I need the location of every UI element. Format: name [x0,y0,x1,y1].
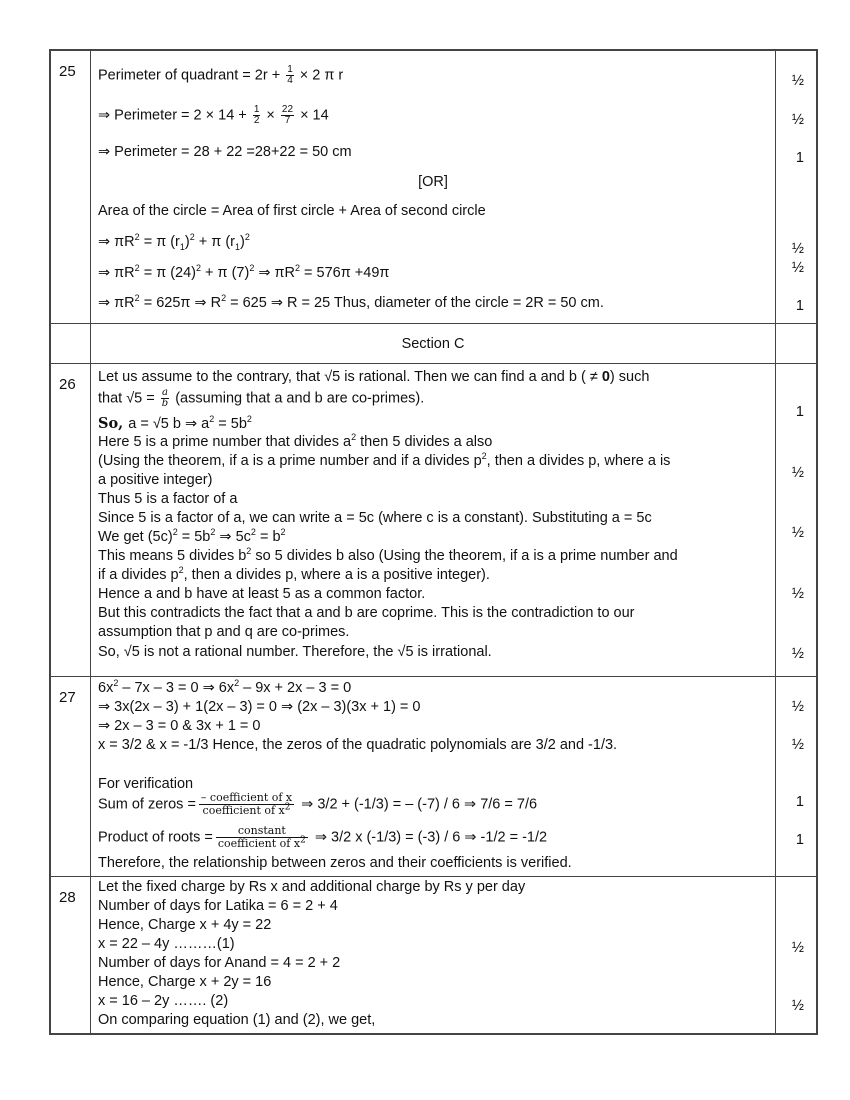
mark: ½ [791,525,804,541]
q25-line-1: Perimeter of quadrant = 2r + $\frac{1}{4}$ × 2 π r [98,64,344,86]
marks-column [776,364,817,677]
q27-line-3: ⇒ 2x – 3 = 0 & 3x + 1 = 0 [98,718,261,734]
q26-line-7: Thus 5 is a factor of a [98,491,238,507]
q26-line-13: But this contradicts the fact that a and b are coprime. This is the contradiction to our [98,605,635,621]
section-title: Section C [91,324,776,364]
mark: ½ [791,586,804,602]
q28-line-7: x = 16 – 2y ……. (2) [98,993,229,1009]
question-row-26 [51,364,817,677]
q26-line-11: if a divides $p^2$, then a divides p, where a is a positive integer). [98,565,490,583]
answer-key-table [49,49,818,1035]
mark: ½ [791,940,804,956]
q28-line-4: x = 22 – 4y ………(1) [98,936,235,952]
q27-line-8: Therefore, the relationship between zeros and their coefficients is verified. [98,855,572,871]
q27-line-1: $6x^2 - 7x - 3 = 0$ ⇒ $6x^2 - 9x + 2x - 3 = 0$ [98,678,352,696]
q25-line-4: Area of the circle = Area of first circle + Area of second circle [98,203,486,219]
q26-line-5: (Using the theorem, if a is a prime number and if a divides $p^2$, then a divides p, where a is [98,451,671,469]
q25-line-2: ⇒ Perimeter = 2 × 14 + $\frac{1}{2}$ × $\frac{22}{7}$ × 14 [98,104,329,126]
mark: 1 [795,832,804,848]
mark: ½ [791,260,804,276]
question-26-solution [91,364,776,677]
q26-line-14: assumption that p and q are co-primes. [98,624,350,640]
marks-column [776,677,817,877]
q25-line-5: ⇒ $\pi R^2 = \pi$ $(r_1)^2 + \pi$ $(r_1)^2$ [98,232,250,252]
question-row-27 [51,677,817,877]
question-row-28 [51,877,817,1034]
q26-line-8: Since 5 is a factor of a, we can write a = 5c (where c is a constant). Substituting a = 5c [98,510,652,526]
q26-line-2: that √5 = $\frac{a}{b}$ (assuming that a and b are co-primes). [98,387,425,409]
question-28-solution [91,877,776,1034]
q28-line-1: Let the fixed charge by Rs x and additional charge by Rs y per day [98,879,526,895]
q26-line-6: a positive integer) [98,472,213,488]
mark: 1 [795,150,804,166]
question-row-25 [51,51,817,324]
question-number: 26 [51,364,91,677]
q28-line-5: Number of days for Anand = 4 = 2 + 2 [98,955,341,971]
section-header-row [51,324,817,364]
mark: ½ [791,73,804,89]
q26-line-4: Here 5 is a prime number that divides $a^2$ then 5 divides a also [98,432,493,450]
marks-column [776,51,817,324]
q25-line-3: ⇒ Perimeter = 28 + 22 =28+22 = 50 cm [98,144,352,160]
q27-line-4: x = 3/2 & x = -1/3 Hence, the zeros of the quadratic polynomials are 3/2 and -1/3. [98,737,618,753]
question-25-solution [91,51,776,324]
q27-line-2: ⇒ 3x(2x – 3) + 1(2x – 3) = 0 ⇒ (2x – 3)(3x + 1) = 0 [98,699,421,715]
q28-line-8: On comparing equation (1) and (2), we get, [98,1012,376,1028]
marks-column [776,877,817,1034]
q26-line-9: We get $(5c)^2 = 5b^2$ ⇒ $5c^2 = b^2$ [98,527,286,545]
mark: ½ [791,646,804,662]
mark: 1 [795,794,804,810]
mark: ½ [791,737,804,753]
q26-line-10: This means 5 divides $b^2$ so 5 divides b also (Using the theorem, if a is a prime number and [98,546,678,564]
question-27-solution [91,677,776,877]
q26-line-15: So, √5 is not a rational number. Therefore, the √5 is irrational. [98,644,492,660]
mark: ½ [791,112,804,128]
q27-line-7: Product of roots = constant coefficient of $x^2$ ⇒ 3/2 x (-1/3) = (-3) / 6 ⇒ -1/2 = -1/2 [98,824,548,850]
question-number: 28 [51,877,91,1034]
or-separator: [OR] [418,174,448,190]
mark: ½ [791,241,804,257]
mark: 1 [795,404,804,420]
mark: ½ [791,699,804,715]
q28-line-2: Number of days for Latika = 6 = 2 + 4 [98,898,338,914]
q25-line-7: ⇒ $\pi R^2 = 625\pi$ ⇒ $R^2 = 625$ ⇒ R = 25 Thus, diameter of the circle = 2R = 50 cm. [98,293,604,311]
mark: ½ [791,998,804,1014]
mark: 1 [795,298,804,314]
question-number: 27 [51,677,91,877]
q27-line-5: For verification [98,776,194,792]
question-number: 25 [51,51,91,324]
q26-line-12: Hence a and b have at least 5 as a common factor. [98,586,426,602]
q26-line-3: So, a = √5 b ⇒ $a^2 = 5b^2$ [98,414,252,432]
q28-line-6: Hence, Charge x + 2y = 16 [98,974,272,990]
q26-line-1: Let us assume to the contrary, that √5 is rational. Then we can find a and b ( ≠ 0) such [98,369,650,385]
q25-line-6: ⇒ $\pi R^2 = \pi$ $(24)^2 + \pi$ $(7)^2$ ⇒ $\pi R^2 = 576\pi +49\pi$ [98,263,390,281]
mark: ½ [791,465,804,481]
q28-line-3: Hence, Charge x + 4y = 22 [98,917,272,933]
q27-line-6: Sum of zeros = – coefficient of x coefficient of $x^2$ ⇒ 3/2 + (-1/3) = – (-7) / 6 ⇒ 7/6 = 7/6 [98,791,538,817]
